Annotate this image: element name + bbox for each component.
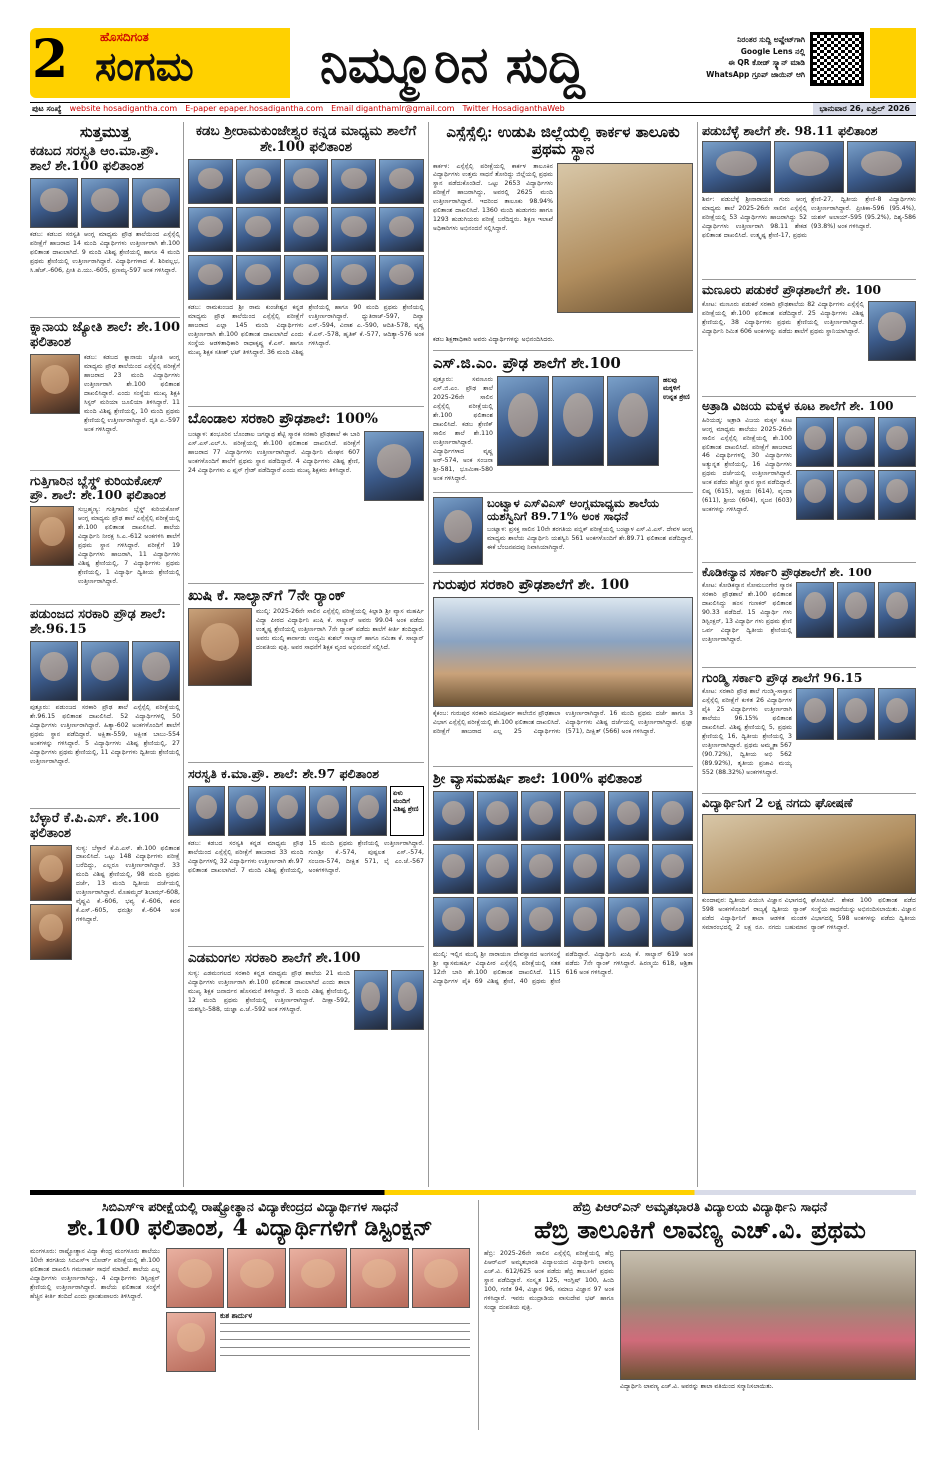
headline: ಬೆಳ್ಳಾರೆ ಕೆ.ಪಿ.ಎಸ್. ಶೇ.100 ಫಲಿತಾಂಶ <box>30 810 160 841</box>
headline: ಬಂಟ್ವಾಳ ಎಸ್‌ವಿಎಸ್ ಆಂಗ್ಲಮಾಧ್ಯಮ ಶಾಲೆಯ ಯಶಸ್ವಿನಿಗೆ 89.71% ಅಂಕ ಸಾಧನೆ <box>487 495 660 524</box>
story-body: ಮುಲ್ಕಿ: ಇಲ್ಲಿನ ಮುಲ್ಕಿ ಶ್ರೀ ನಾರಾಯಣ ದೇವಸ್ಥಾನದ ಅಂಗಸಂಸ್ಥೆ ಶ್ರೀ ವ್ಯಾಸಮಹರ್ಷಿ ವಿದ್ಯಾಪೀಠ ಎಸ್ಸೆಸ್ಸೆಲ್ಸಿ ಪರೀಕ್ಷೆಯಲ್ಲಿ ಸತತ 12ನೇ ಬಾರಿ ಶೇ.100 ಫಲಿತಾಂಶ ದಾಖಲಿಸಿದೆ. 115 ವಿದ್ಯಾರ್ಥಿಗಳ ಪೈಕಿ 69 ವಿಶಿಷ್ಟ ಶ್ರೇಣಿ, 40 ಪ್ರಥಮ ಶ್ರೇಣಿ ಪಡೆದಿದ್ದಾರೆ. ವಿದ್ಯಾರ್ಥಿನಿ ಖುಷಿ ಕೆ. ಸಾಲ್ಯಾನ್ 619 ಅಂಕ ಪಡೆದು 7ನೇ ರ‍್ಯಾಂಕ್ ಗಳಿಸಿದ್ದಾರೆ. ಹಿರಣ್ಮಯಿ 618, ಆಶ್ರಿತಾ 616 ಅಂಕ ಗಳಿಸಿದ್ದಾರೆ. <box>433 951 693 986</box>
student-photo <box>433 844 474 894</box>
student-photo <box>350 1248 408 1308</box>
story-body: ಕಡಬ: ರಾಮಕುಂಜದ ಶ್ರೀ ರಾಮ ಕುಂಜೇಶ್ವರ ಕನ್ನಡ ಮಾಧ್ಯಮ ಪ್ರೌಢ ಶಾಲೆಯಿಂದ ಎಸ್ಸೆಸ್ಸೆಲ್ಸಿ ಪರೀಕ್ಷೆಗೆ ಹಾಜರಾದ ಎಲ್ಲಾ 145 ಮಂದಿ ವಿದ್ಯಾರ್ಥಿಗಳು ಉತ್ತೀರ್ಣರಾಗಿ ಶೇ.100 ಫಲಿತಾಂಶ ದಾಖಲಾಗಿದೆ ಎಂದು ಸಂಸ್ಥೆಯ ಆಡಳಿತಾಧಿಕಾರಿ ರಾಧಾಕೃಷ್ಣ ಕೆ.ಎಸ್. ಹಾಗೂ ಮುಖ್ಯ ಶಿಕ್ಷಕ ಸತೀಶ್ ಭಟ್ ತಿಳಿಸಿದ್ದಾರೆ. 36 ಮಂದಿ ವಿಶಿಷ್ಟ ಶ್ರೇಣಿಯಲ್ಲಿ ಹಾಗೂ 90 ಮಂದಿ ಪ್ರಥಮ ಶ್ರೇಣಿಯಲ್ಲಿ ಉತ್ತೀರ್ಣರಾಗಿದ್ದಾರೆ. ಧ್ಯುತಿರಾಜ್-597, ದಿವ್ಯಾ ಎಸ್.-594, ವಿನಾಶ ಎ.-590, ಆದಿತಿ-578, ವೃಷ್ಣ ಕೆ.ಎಸ್.-578, ಹೃತಿಕ್ ಕೆ.-577, ಆದಿತ್ಯಾ-576 ಅಂಕ ಗಳಿಸಿದ್ದಾರೆ. <box>188 304 424 356</box>
story-cash-award <box>702 793 916 987</box>
story-body: ಪುತ್ತೂರು: ಸವಣೂರು ಎಸ್.ಜಿ.ಎಂ. ಪ್ರೌಢ ಶಾಲೆ 2025-26ನೇ ಸಾಲಿನ ಎಸ್ಸೆಸ್ಸೆಲ್ಸಿ ಪರೀಕ್ಷೆಯಲ್ಲಿ ಶೇ.100 ಫಲಿತಾಂಶ ದಾಖಲಿಸಿದೆ. ಕಡಬ ಶ್ರೇಣಿಕ್ ಸಾಲಿನ ಶಾಲೆ ಶೇ.110 ಉತ್ತೀರ್ಣರಾಗಿದ್ದಾರೆ. ವಿದ್ಯಾರ್ಥಿಗಳಾದ ವೃಷ್ಣ ಅರ್-574, ಅಂಕ ಸಂಜನಾ ಶ್ರೀ-581, ಭೂಮಿಕಾ-580 ಅಂಕ ಗಳಿಸಿದ್ದಾರೆ. <box>433 375 493 482</box>
story-gundmi <box>702 667 916 788</box>
story-khushi <box>188 583 424 756</box>
story-body: ಮಂಗಳೂರು: ರಾಷ್ಟ್ರೋತ್ಥಾನ ವಿದ್ಯಾ ಕೇಂದ್ರ ಮಂಗಳೂರು ಶಾಲೆಯು 10ನೇ ತರಗತಿಯ ಸಿಬಿಎಸ್‌ಇ ಬೋರ್ಡ್ ಪರೀಕ್ಷೆಯಲ್ಲಿ ಶೇ.100 ಫಲಿತಾಂಶ ದಾಖಲಿಸಿ ಗಮನಾರ್ಹ ಸಾಧನೆ ಮಾಡಿದೆ. ಶಾಲೆಯ ಎಲ್ಲ ವಿದ್ಯಾರ್ಥಿಗಳು ಉತ್ತೀರ್ಣರಾಗಿದ್ದು, 4 ವಿದ್ಯಾರ್ಥಿಗಳು ಡಿಸ್ಟಿಂಕ್ಷನ್ ಶ್ರೇಣಿಯಲ್ಲಿ ಉತ್ತೀರ್ಣರಾಗಿದ್ದಾರೆ. ಶಾಲೆಯ ಫಲಿತಾಂಶ ಸಂಸ್ಥೆಗೆ ಹೆಚ್ಚಿನ ಕೀರ್ತಿ ತಂದಿದೆ ಎಂದು ಪ್ರಾಂಶುಪಾಲರು ತಿಳಿಸಿದ್ದಾರೆ. <box>30 1247 160 1300</box>
photo-caption: ಕಡಬ ಶಿಕ್ಷಣಾಧಿಕಾರಿ ಅವರು ವಿದ್ಯಾರ್ಥಿಗಳನ್ನು ಅಭಿನಂದಿಸಿದರು. <box>433 335 555 343</box>
student-photo <box>364 431 424 501</box>
story-gurupura <box>433 572 693 760</box>
promo-line: Google Lens ನಲ್ಲಿ <box>740 46 805 56</box>
headline: ಕ್ನಾನಾಯ ಜ್ಯೋತಿ ಶಾಲೆ: ಶೇ.100 ಫಲಿತಾಂಶ <box>30 320 180 351</box>
qr-code[interactable] <box>810 32 864 86</box>
column-label: ಸುತ್ತಮುತ್ತ <box>79 124 131 141</box>
student-photo <box>652 791 693 841</box>
student-photo <box>796 417 834 467</box>
student-photo <box>166 1312 216 1372</box>
story-bellare <box>30 808 180 965</box>
page-number: 2 <box>32 29 69 90</box>
student-photo <box>796 688 834 740</box>
story-body: ಕಡಬ: ಕಡಬದ ಕ್ನಾನಾಯ ಜ್ಯೋತಿ ಆಂಗ್ಲ ಮಾಧ್ಯಮ ಪ್ರೌಢ ಶಾಲೆಯಿಂದ ಎಸ್ಸೆಸ್ಸೆಲ್ಸಿ ಪರೀಕ್ಷೆಗೆ ಹಾಜರಾದ 23 ಮಂದಿ ವಿದ್ಯಾರ್ಥಿಗಳು ಉತ್ತೀರ್ಣರಾಗಿ ಶೇ.100 ಫಲಿತಾಂಶ ದಾಖಲಿಸಿದ್ದಾರೆ. ಎಂದು ಸಂಸ್ಥೆಯ ಮುಖ್ಯ ಶಿಕ್ಷಕಿ ಸಿಸ್ಟರ್ ಮರಿಯಾ ಜೂಲಿಯಾ ತಿಳಿಸಿದ್ದಾರೆ. 11 ಮಂದಿ ವಿಶಿಷ್ಟ ಶ್ರೇಣಿಯಲ್ಲಿ, 10 ಮಂದಿ ಪ್ರಥಮ ಶ್ರೇಣಿಯಲ್ಲಿ ಉತ್ತೀರ್ಣರಾಗಿದ್ದಾರೆ. ದೃತಿ ಎ.-597 ಅಂಕ ಗಳಿಸಿದ್ದಾರೆ. <box>84 354 180 433</box>
student-photo <box>309 786 346 836</box>
story-body: ಕಡಬ: ಕಡಬದ ಸರಸ್ವತಿ ಆಂಗ್ಲ ಮಾಧ್ಯಮ ಪ್ರೌಢ ಶಾಲೆಯಿಂದ ಎಸ್ಸೆಸ್ಸೆಲ್ಸಿ ಪರೀಕ್ಷೆಗೆ ಹಾಜರಾದ 14 ಮಂದಿ ವಿದ್ಯಾರ್ಥಿಗಳು ಉತ್ತೀರ್ಣರಾಗಿ ಶೇ.100 ಫಲಿತಾಂಶ ದಾಖಲಾಗಿದೆ. 9 ಮಂದಿ ವಿಶಿಷ್ಟ ಶ್ರೇಣಿಯಲ್ಲಿ ಹಾಗೂ 4 ಮಂದಿ ಪ್ರಥಮ ಶ್ರೇಣಿಯಲ್ಲಿ ಉತ್ತೀರ್ಣರಾಗಿದ್ದಾರೆ. ವಿದ್ಯಾರ್ಥಿಗಳಾದ ಕೆ. ಶಿರಿವಲ್ಲಭ, ಸಿ.ಹೆಚ್.-606, ಪ್ರೀತಿ ಪಿ.ಯು.-605, ಪ್ರಣಮ್ಯ-597 ಅಂಕ ಗಳಿಸಿದ್ದಾರೆ. <box>30 231 180 275</box>
student-photo <box>284 207 329 252</box>
student-photo <box>30 845 72 901</box>
headline: ಮಣೂರು ಪಡುಕರೆ ಪ್ರೌಢಶಾಲೆಗೆ ಶೇ. 100 <box>702 282 882 298</box>
section-title: ಸಂಗಮ <box>95 43 194 90</box>
headline: ಪಡುಂಜದ ಸರಕಾರಿ ಪ್ರೌಢ ಶಾಲೆ: ಶೇ.96.15 <box>30 606 166 637</box>
column-4 <box>702 124 916 1186</box>
story-karkala <box>433 124 693 344</box>
headline: ಶೇ.100 ಫಲಿತಾಂಶ, 4 ವಿದ್ಯಾರ್ಥಿಗಳಿಗೆ ಡಿಸ್ಟಿಂಕ್ಷನ್ <box>67 1215 433 1242</box>
student-photo <box>30 641 78 701</box>
headline: ಎಸ್.ಜಿ.ಎಂ. ಪ್ರೌಢ ಶಾಲೆಗೆ ಶೇ.100 <box>433 353 621 372</box>
column-1 <box>30 124 180 1186</box>
story-body: ಕಡಬ: ಕಡಬದ ಸರಸ್ವತಿ ಕನ್ನಡ ಮಾಧ್ಯಮ ಪ್ರೌಢ ಶಾಲೆಯಿಂದ ಎಸ್ಸೆಸ್ಸೆಲ್ಸಿ ಪರೀಕ್ಷೆಗೆ ಹಾಜರಾದ 33 ಮಂದಿ ವಿದ್ಯಾರ್ಥಿಗಳಲ್ಲಿ 32 ವಿದ್ಯಾರ್ಥಿಗಳು ಉತ್ತೀರ್ಣರಾಗಿ ಶೇ.97 ಫಲಿತಾಂಶ ದಾಖಲಾಗಿದೆ. 7 ಮಂದಿ ವಿಶಿಷ್ಟ ಶ್ರೇಣಿಯಲ್ಲಿ, 15 ಮಂದಿ ಪ್ರಥಮ ಶ್ರೇಣಿಯಲ್ಲಿ ಉತ್ತೀರ್ಣರಾಗಿದ್ದಾರೆ. ಗುಣಶ್ರೀ ಕೆ.-574, ಪುಷ್ಪಲತ ಎಸ್.-574, ಸಂಜನಾ-574, ದೀಕ್ಷಿತ 571, ಲೈ ಎಂ.ಜೆ.-567 ಅಂಕಗಳಿಸಿದ್ದಾರೆ. <box>188 839 424 874</box>
story-body: ಕೈಕಂಬ: ಗುರುಪುರ ಸರಕಾರಿ ಪದವಿಪೂರ್ವ ಕಾಲೇಜಿನ ಪ್ರೌಢಶಾಲಾ ವಿಭಾಗ ಎಸ್ಸೆಸ್ಸೆಲ್ಸಿ ಪರೀಕ್ಷೆಯಲ್ಲಿ ಶೇ.100 ಫಲಿತಾಂಶ ದಾಖಲಿಸಿದೆ. ಪರೀಕ್ಷೆಗೆ ಹಾಜರಾದ ಎಲ್ಲ 25 ವಿದ್ಯಾರ್ಥಿಗಳು ಉತ್ತೀರ್ಣರಾಗಿದ್ದಾರೆ. 16 ಮಂದಿ ಪ್ರಥಮ ದರ್ಜೆ ಹಾಗೂ 3 ವಿದ್ಯಾರ್ಥಿಗಳು ವಿಶಿಷ್ಟ ದರ್ಜೆಯಲ್ಲಿ ಉತ್ತೀರ್ಣರಾಗಿದ್ದಾರೆ. ಪ್ರಜ್ಞಾ (571), ದೀಕ್ಷಿತ್ (566) ಅಂಕ ಗಳಿಸಿದ್ದಾರೆ. <box>433 710 693 736</box>
story-edamangala <box>188 946 424 1051</box>
story-body: ಬಂಟ್ವಾಳ: ಶಂಭೂರಿನ ಬೊಂಡಾಲ ಜಗನ್ನಾಥ ಶೆಟ್ಟಿ ಸ್ಮಾರಕ ಸರಕಾರಿ ಪ್ರೌಢಶಾಲೆ ಈ ಬಾರಿ ಎಸ್.ಎಸ್.ಎಲ್.ಸಿ. ಪರೀಕ್ಷೆಯಲ್ಲಿ ಶೇ.100 ಫಲಿತಾಂಶ ದಾಖಲಿಸಿದೆ. ಪರೀಕ್ಷೆಗೆ ಹಾಜರಾದ 77 ವಿದ್ಯಾರ್ಥಿಗಳು ಉತ್ತೀರ್ಣರಾಗಿದ್ದಾರೆ. ವಿದ್ಯಾರ್ಥಿನಿ ಮೇಘನ 607 ಅಂಕಗಳೊಂದಿಗೆ ಶಾಲೆಗೆ ಪ್ರಥಮ ಸ್ಥಾನ ಪಡೆದಿದ್ದಾರೆ. 4 ವಿದ್ಯಾರ್ಥಿಗಳು ವಿಶಿಷ್ಟ ಶ್ರೇಣಿ, 24 ವಿದ್ಯಾರ್ಥಿಗಳು ಎ ಪ್ಲಸ್ ಗ್ರೇಡ್ ಪಡೆದಿದ್ದಾರೆ ಎಂದು ಮುಖ್ಯ ಶಿಕ್ಷಕರು ತಿಳಿಸಿದ್ದಾರೆ. <box>188 431 360 475</box>
student-photo <box>837 688 875 740</box>
twitter-link[interactable]: Twitter HosadiganthaWeb <box>462 104 565 113</box>
promo-line: ಈ QR ಕೋಡ್ ಸ್ಕ್ಯಾನ್ ಮಾಡಿ <box>728 58 805 68</box>
student-photo <box>379 159 424 204</box>
student-photo <box>868 301 916 361</box>
story-body: ಸುಬ್ರಹ್ಮಣ್ಯ: ಗುತ್ತಿಗಾರಿನ ಬ್ಲೆಸ್ಡ್ ಕುರಿಯಕೋಸ್ ಆಂಗ್ಲ ಮಾಧ್ಯಮ ಪ್ರೌಢ ಶಾಲೆ ಎಸ್ಸೆಸ್ಸೆಲ್ಸಿ ಪರೀಕ್ಷೆಯಲ್ಲಿ ಶೇ.100 ಫಲಿತಾಂಶ ದಾಖಲಿಸಿದೆ. ಶಾಲೆಯ ವಿದ್ಯಾರ್ಥಿನಿ ನೀರಕ್ಷ ಸಿ.ಎ.-612 ಅಂಕಗಳಿಸಿ ಶಾಲೆಗೆ ಪ್ರಥಮ ಸ್ಥಾನ ಗಳಿಸಿದ್ದಾರೆ. ಪರೀಕ್ಷೆಗೆ 19 ವಿದ್ಯಾರ್ಥಿಗಳು ಹಾಜರಾಗಿ, 11 ವಿದ್ಯಾರ್ಥಿಗಳು ವಿಶಿಷ್ಟ ಶ್ರೇಣಿಯಲ್ಲಿ, 7 ವಿದ್ಯಾರ್ಥಿಗಳು ಪ್ರಥಮ ಶ್ರೇಣಿಯಲ್ಲಿ, 1 ವಿದ್ಯಾರ್ಥಿ ದ್ವಿತೀಯ ಶ್ರೇಣಿಯಲ್ಲಿ ಉತ್ತೀರ್ಣರಾಗಿದ್ದಾರೆ. <box>78 505 180 585</box>
student-photo <box>236 207 281 252</box>
student-photo <box>497 376 549 466</box>
story-body: ಕೋಟ: ಸರಕಾರಿ ಪ್ರೌಢ ಶಾಲೆ ಗುಂಡ್ಮಿ-ಸಾಸ್ತಾನ ಎಸ್ಸೆಸ್ಸೆಲ್ಸಿ ಪರೀಕ್ಷೆಗೆ ಕುಳಿತ 26 ವಿದ್ಯಾರ್ಥಿಗಳ ಪೈಕಿ 25 ವಿದ್ಯಾರ್ಥಿಗಳು ಉತ್ತೀರ್ಣರಾಗಿ ಶಾಲೆಯು 96.15% ಫಲಿತಾಂಶ ದಾಖಲಿಸಿದೆ. ವಿಶಿಷ್ಟ ಶ್ರೇಣಿಯಲ್ಲಿ 5, ಪ್ರಥಮ ಶ್ರೇಣಿಯಲ್ಲಿ 16, ದ್ವಿತೀಯ ಶ್ರೇಣಿಯಲ್ಲಿ 3 ಉತ್ತೀರ್ಣರಾಗಿದ್ದಾರೆ. ಪ್ರಥಮ ಅಮ್ಮೃತಾ 567 (90.72%), ದ್ವಿತೀಯ ಅಭಿ 562 (89.92%), ತೃತೀಯ ಪ್ರಜಾವಿ ಮಯ್ಯ 552 (88.32%) ಅಂಕಗಳಿಸಿದ್ದಾರೆ. <box>702 688 792 776</box>
student-photo <box>284 159 329 204</box>
headline: ಹೆಬ್ರಿ ತಾಲೂಕಿಗೆ ಲಾವಣ್ಯ ಎಚ್.ವಿ. ಪ್ರಥಮ <box>534 1215 866 1245</box>
student-photo <box>331 207 376 252</box>
student-photo <box>608 897 649 947</box>
student-photo <box>564 897 605 947</box>
story-body: ಸುಳ್ಯ: ಎಡಮಂಗಲದ ಸರಕಾರಿ ಕನ್ನಡ ಮಾಧ್ಯಮ ಪ್ರೌಢ ಶಾಲೆಯ 21 ಮಂದಿ ವಿದ್ಯಾರ್ಥಿಗಳು ಉತ್ತೀರ್ಣರಾಗಿ ಶೇ.100 ಫಲಿತಾಂಶ ದಾಖಲಾಗಿದೆ ಎಂದು ಶಾಲಾ ಮುಖ್ಯ ಶಿಕ್ಷಕ ಜನಾರ್ದನ ಹೊಸಮನೆ ತಿಳಿಸಿದ್ದಾರೆ. 3 ಮಂದಿ ವಿಶಿಷ್ಟ ಶ್ರೇಣಿಯಲ್ಲಿ, 12 ಮಂದಿ ಪ್ರಥಮ ಶ್ರೇಣಿಯಲ್ಲಿ ಉತ್ತೀರ್ಣರಾಗಿದ್ದಾರೆ. ದೀಕ್ಷಾ-592, ಯಶಸ್ವಿನಿ-588, ಯಜ್ಞಾ ಎ.ಜೆ.-592 ಅಂಕ ಗಳಿಸಿದ್ದಾರೆ. <box>188 970 350 1014</box>
story-body: ಮುಲ್ಕಿ: 2025-26ನೇ ಸಾಲಿನ ಎಸ್ಸೆಸ್ಸೆಲ್ಸಿ ಪರೀಕ್ಷೆಯಲ್ಲಿ ಕಿಲ್ಪಾಡಿ ಶ್ರೀ ವ್ಯಾಸ ಮಹರ್ಷಿ ವಿದ್ಯಾ ಪೀಠದ ವಿದ್ಯಾರ್ಥಿನಿ ಖುಷಿ ಕೆ. ಸಾಲ್ಯಾನ್ ಅವರು 99.04 ಅಂಕ ಪಡೆದು ಉತ್ಕೃಷ್ಟ ಶ್ರೇಣಿಯಲ್ಲಿ ಉತ್ತೀರ್ಣರಾಗಿ 7ನೇ ರ‍್ಯಾಂಕ್ ಪಡೆದು ಶಾಲೆಗೆ ಕೀರ್ತಿ ತಂದಿದ್ದಾರೆ. ಅವರು ಮುಲ್ಕಿ ಕಾರ್ನಾಡು ಉದ್ಯಮಿ ಕುಶಲ್ ಸಾಲ್ಯಾನ್ ಹಾಗೂ ನಮಿತಾ ಕೆ. ಸಾಲ್ಯಾನ್ ದಂಪತಿಯ ಪುತ್ರಿ. ಅವರ ಸಾಧನೆಗೆ ಶಿಕ್ಷಕ ವೃಂದ ಅಭಿನಂದನೆ ಸಲ್ಲಿಸಿದೆ. <box>256 608 424 652</box>
student-photo <box>837 470 875 520</box>
story-ramakunja <box>188 124 424 400</box>
student-photo <box>412 1248 470 1308</box>
student-photo <box>521 844 562 894</box>
epaper-link[interactable]: E-paper epaper.hosadigantha.com <box>185 104 324 113</box>
story-sgm <box>433 350 693 486</box>
page-title: ನಿಮ್ಮೂರಿನ ಸುದ್ದಿ <box>320 35 585 94</box>
headline: ಗುತ್ತಿಗಾರಿನ ಬ್ಲೆಸ್ಡ್ ಕುರಿಯಕೋಸ್ ಪ್ರೌ. ಶಾಲೆ: ಶೇ.100 ಫಲಿತಾಂಶ <box>30 473 166 503</box>
student-photo <box>132 641 180 701</box>
student-photo <box>652 897 693 947</box>
student-photo <box>132 178 180 228</box>
date-label: ಭಾನುವಾರ 26, ಏಪ್ರಿಲ್ 2026 <box>813 103 916 115</box>
side-note: ಹಲವು ಮಕ್ಕಳಿಗೆ ಉನ್ನತ ಶ್ರೇಣಿ <box>663 375 690 401</box>
student-photo <box>521 897 562 947</box>
headline: ಗುರುಪುರ ಸರಕಾರಿ ಪ್ರೌಢಶಾಲೆಗೆ ಶೇ. 100 <box>433 577 630 594</box>
story-body-cont <box>220 1323 470 1363</box>
student-photo <box>878 582 916 638</box>
student-photo <box>391 970 425 1030</box>
student-photo <box>188 207 233 252</box>
story-manur <box>702 279 916 390</box>
story-knanaya <box>30 317 180 464</box>
headline: ಕೊಡಿಕನ್ಯಾನ ಸರ್ಕಾರಿ ಪ್ರೌಢಶಾಲೆಗೆ ಶೇ. 100 <box>702 564 872 579</box>
student-photo <box>331 255 376 300</box>
student-photo <box>354 970 388 1030</box>
student-photo <box>433 497 483 565</box>
student-photo <box>284 255 329 300</box>
column-2 <box>188 124 424 1186</box>
student-photo <box>188 786 225 836</box>
student-photo <box>350 786 387 836</box>
headline: ಶ್ರೀ ವ್ಯಾಸಮಹರ್ಷಿ ಶಾಲೆ: 100% ಫಲಿತಾಂಶ <box>433 771 642 788</box>
student-photo <box>188 159 233 204</box>
promo-line: ನಿರಂತರ ಸುದ್ದಿ ಅಪ್ಡೇಟ್‌ಗಾಗಿ <box>737 35 805 44</box>
photo-caption: ವಿದ್ಯಾರ್ಥಿನಿ ಲಾವಣ್ಯ ಎಚ್.ವಿ. ಅವರನ್ನು ಶಾಲಾ ವತಿಯಿಂದ ಸನ್ಮಾನಿಸಲಾಯಿತು. <box>620 1382 774 1390</box>
headline: ಬೊಂಡಾಲ ಸರಕಾರಿ ಪ್ರೌಢಶಾಲೆ: 100% <box>188 411 378 428</box>
student-photo <box>564 844 605 894</box>
student-photo <box>269 786 306 836</box>
column-3 <box>433 124 693 1186</box>
student-photo <box>847 141 916 193</box>
story-body: ಕೋಟ: ಕೋಡಿಕನ್ಯಾನ ಸೋಮಬಂಗೇರ ಸ್ಮಾರಕ ಸರಕಾರಿ ಪ್ರೌಢಶಾಲೆ ಶೇ.100 ಫಲಿತಾಂಶ ದಾಖಲಿಸಿದ್ದು ಹಂಸ ಗುಣಕರ್ ಫಲಿತಾಂಶ 90.33 ಪಡೆದಿದೆ. 15 ವಿದ್ಯಾರ್ಥಿ ಗಳು ಡಿಸ್ಟಿಂಕ್ಷನ್, 13 ವಿದ್ಯಾರ್ಥಿ ಗಳು ಪ್ರಥಮ ಶ್ರೇಣಿ ಒರ್ವ ವಿದ್ಯಾರ್ಥಿ ದ್ವಿತೀಯ ಶ್ರೇಣಿಯಲ್ಲಿ ಉತ್ತೀರ್ಣರಾಗಿದ್ದಾರೆ. <box>702 581 792 643</box>
student-photo <box>30 904 72 960</box>
headline: ಎಸ್ಸೆಸ್ಸೆಲ್ಸಿ: ಉಡುಪಿ ಜಿಲ್ಲೆಯಲ್ಲಿ ಕಾರ್ಕಳ ತಾಲೂಕು ಪ್ರಥಮ ಸ್ಥಾನ <box>446 124 680 159</box>
student-photo <box>652 844 693 894</box>
student-photo <box>702 141 771 193</box>
student-photo <box>477 791 518 841</box>
student-photo <box>837 582 875 638</box>
headline: ವಿದ್ಯಾರ್ಥಿನಿಗೆ 2 ಲಕ್ಷ ನಗದು ಘೋಷಣೆ <box>702 796 853 811</box>
student-photo <box>796 582 834 638</box>
headline: ಪಡುಬೆಳ್ಳೆ ಶಾಲೆಗೆ ಶೇ. 98.11 ಫಲಿತಾಂಶ <box>702 124 878 138</box>
student-photo <box>607 376 659 466</box>
highlight-box: ಏಳು ಮಂದಿಗೆ ವಿಶಿಷ್ಟ ಶ್ರೇಣಿ <box>390 786 424 836</box>
student-name: ಕುಶ ಶಾರ್ದುಳ <box>220 1311 253 1320</box>
student-photo <box>477 844 518 894</box>
story-padunja <box>30 604 180 802</box>
student-photo <box>878 688 916 740</box>
student-photo <box>608 791 649 841</box>
student-photo <box>228 786 265 836</box>
story-kodikanyana <box>702 562 916 662</box>
brand-logo: ಹೊಸದಿಗಂತ <box>100 30 149 44</box>
section-divider <box>30 1190 916 1195</box>
student-photo <box>81 178 129 228</box>
email-link[interactable]: Email diganthamlr@gmail.com <box>331 104 455 113</box>
student-photo <box>30 506 74 566</box>
student-photo <box>878 417 916 467</box>
student-photo <box>236 159 281 204</box>
ceremony-photo <box>620 1250 916 1380</box>
info-bar <box>30 102 916 116</box>
ceremony-photo <box>557 163 693 313</box>
story-vyasamaharshi <box>433 766 693 1031</box>
promo-line: WhatsApp ಗ್ರೂಪ್ ಜಾಯಿನ್ ಆಗಿ <box>706 69 805 79</box>
student-photo <box>81 641 129 701</box>
headline: ಖುಷಿ ಕೆ. ಸಾಲ್ಯಾನ್‌ಗೆ 7ನೇ ರ‍್ಯಾಂಕ್ <box>188 588 346 605</box>
student-photo <box>188 608 252 686</box>
story-padubelle <box>702 124 916 274</box>
story-body: ಕೋಟ: ಮಣೂರು ಪಡುಕರೆ ಸರಕಾರಿ ಪ್ರೌಢಶಾಲೆಯ 82 ವಿದ್ಯಾರ್ಥಿಗಳು ಎಸ್ಸೆಸ್ಸೆಲ್ಸಿ ಪರೀಕ್ಷೆಯಲ್ಲಿ ಶೇ.100 ಫಲಿತಾಂಶ ಪಡೆದಿದ್ದಾರೆ. 25 ವಿದ್ಯಾರ್ಥಿಗಳು ವಿಶಿಷ್ಟ ಶ್ರೇಣಿಯಲ್ಲಿ, 38 ವಿದ್ಯಾರ್ಥಿಗಳು ಪ್ರಥಮ ಶ್ರೇಣಿಯಲ್ಲಿ ಉತ್ತೀರ್ಣರಾಗಿದ್ದಾರೆ. ವಿದ್ಯಾರ್ಥಿನಿ ರಿಮಿತ 606 ಅಂಕಗಳನ್ನು ಪಡೆದು ಶಾಲೆಗೆ ಪ್ರಥಮ ಸ್ಥಾನಿಯಾಗಿದ್ದಾರೆ. <box>702 300 864 335</box>
student-photo <box>608 844 649 894</box>
promo-box <box>695 34 805 81</box>
story-rashtrotthana <box>30 1200 470 1430</box>
story-hebri <box>484 1200 916 1430</box>
story-body: ಹೆಬ್ರಿ: 2025-26ನೇ ಸಾಲಿನ ಎಸ್ಸೆಸ್ಸೆಲ್ಸಿ ಪರೀಕ್ಷೆಯಲ್ಲಿ ಹೆಬ್ರಿ ಪಿಆರ್‌ಎನ್ ಅಮೃತಭಾರತಿ ವಿದ್ಯಾಲಯದ ವಿದ್ಯಾರ್ಥಿನಿ ಲಾವಣ್ಯ ಎಚ್.ವಿ. 612/625 ಅಂಕ ಪಡೆದು ಹೆಬ್ರಿ ತಾಲೂಕಿಗೆ ಪ್ರಥಮ ಸ್ಥಾನ ಪಡೆದಿದ್ದಾರೆ. ಸಂಸ್ಕೃತ 125, ಇಂಗ್ಲಿಷ್ 100, ಹಿಂದಿ 100, ಗಣಿತ 94, ವಿಜ್ಞಾನ 96, ಸಮಾಜ ವಿಜ್ಞಾನ 97 ಅಂಕ ಗಳಿಸಿದ್ದಾರೆ. ಇವರು ಮುದ್ರಾಡಿಯ ವಾಸುದೇವ ಭಟ್ ಹಾಗೂ ಸಂಧ್ಯಾ ದಂಪತಿಯ ಪುತ್ರಿ. <box>484 1249 614 1311</box>
story-saraswati-97 <box>188 762 424 939</box>
headline: ಕಡಬ ಶ್ರೀರಾಮಕುಂಜೇಶ್ವರ ಕನ್ನಡ ಮಾಧ್ಯಮ ಶಾಲೆಗೆ ಶೇ.100 ಫಲಿತಾಂಶ <box>195 124 417 155</box>
story-body: ಸುಳ್ಯ: ಬೆಳ್ಳಾರೆ ಕೆ.ಪಿ.ಎಸ್. ಶೇ.100 ಫಲಿತಾಂಶ ದಾಖಲಿಸಿದೆ. ಒಟ್ಟು 148 ವಿದ್ಯಾರ್ಥಿಗಳು ಪರೀಕ್ಷೆ ಬರೆದಿದ್ದು, ಎಲ್ಲರೂ ಉತ್ತೀರ್ಣರಾಗಿದ್ದಾರೆ. 33 ಮಂದಿ ವಿಶಿಷ್ಟ ಶ್ರೇಣಿಯಲ್ಲಿ, 98 ಮಂದಿ ಪ್ರಥಮ ದರ್ಜೆ, 13 ಮಂದಿ ದ್ವಿತೀಯ ದರ್ಜೆಯಲ್ಲಿ ಉತ್ತೀರ್ಣರಾಗಿದ್ದಾರೆ. ಮೊಹಮ್ಮದ್ ಶಿಬಾಝ್-608, ವೈಷ್ಣವಿ ಕೆ.-606, ಭವ್ಯ ಕೆ.-606, ಕವನ ಕೆ.ಎಸ್.-605, ಧನುಶ್ರೀ ಕೆ.-604 ಅಂಕ ಗಳಿಸಿದ್ದಾರೆ. <box>76 844 180 924</box>
story-body: ಬಂಟ್ವಾಳ: ಪ್ರಸಕ್ತ ಸಾಲಿನ 10ನೇ ತರಗತಿಯ ಪಬ್ಲಿಕ್ ಪರೀಕ್ಷೆಯಲ್ಲಿ ಬಂಟ್ವಾಳ ಎಸ್.ವಿ.ಎಸ್. ದೇವಳ ಆಂಗ್ಲ ಮಾಧ್ಯಮ ಶಾಲೆಯ ವಿದ್ಯಾರ್ಥಿನಿ ಯಶಸ್ವಿನಿ 561 ಅಂಕಗಳೊಂದಿಗೆ ಶೇ.89.71 ಫಲಿತಾಂಶ ಪಡೆದಿದ್ದಾರೆ. ಈಕೆ ಬೆಂಜನಪದವು ನಿವಾಸಿಯಾಗಿದ್ದಾರೆ. <box>487 526 693 552</box>
student-photo <box>552 376 604 466</box>
story-body: ಶಿರ್ವ: ಪಡುಬೆಳ್ಳೆ ಶ್ರೀನಾರಾಯಣ ಗುರು ಆಂಗ್ಲ ಮಾಧ್ಯಮ ಶಾಲೆ 2025-26ನೇ ಸಾಲಿನ ಎಸ್ಸೆಸ್ಸೆಲ್ಸಿ ಪರೀಕ್ಷೆಯಲ್ಲಿ 53 ವಿದ್ಯಾರ್ಥಿಗಳು ಹಾಜರಾಗಿದ್ದು 52 ವಿದ್ಯಾರ್ಥಿಗಳು ಉತ್ತೀರ್ಣರಾಗಿ 98.11 ಶೇಕಡ ಫಲಿತಾಂಶ ದಾಖಲಿಸಿದೆ. ಉತ್ಕೃಷ್ಟ ಶ್ರೇಣಿ-17, ಪ್ರಥಮ ಶ್ರೇಣಿ-27, ದ್ವಿತೀಯ ಶ್ರೇಣಿ-8 ವಿದ್ಯಾರ್ಥಿಗಳು ಉತ್ತೀರ್ಣರಾಗಿದ್ದಾರೆ. ಪ್ರೀತಿಕಾ-596 (95.4%), ಯಶಸ್ ಅಲಾಯ್-595 (95.2%), ದಿಶ್ಯ-586 (93.8%) ಅಂಕ ಗಳಿಸಿದ್ದಾರೆ. <box>702 196 916 240</box>
student-photo <box>564 791 605 841</box>
story-atradi <box>702 396 916 557</box>
story-svs <box>433 492 693 566</box>
student-photo <box>30 178 78 228</box>
pages-label: ಪುಟ ಸಂಖ್ಯೆ <box>32 104 62 113</box>
student-photo <box>188 255 233 300</box>
story-guttigar <box>30 470 180 598</box>
ceremony-photo <box>702 814 916 894</box>
student-photo <box>331 159 376 204</box>
student-photo <box>227 1248 285 1308</box>
student-photo <box>796 470 834 520</box>
story-body: ಕುಂದಾಪುರ: ದ್ವಿತೀಯ ಪಿಯುಸಿ ವಿಜ್ಞಾನ ವಿಭಾಗದಲ್ಲಿ 598 ಅಂಕಗಳೊಂದಿಗೆ ರಾಜ್ಯಕ್ಕೆ ದ್ವಿತೀಯ ರ‍್ಯಾಂಕ್ ಪಡೆದ ವಿದ್ಯಾರ್ಥಿನಿಗೆ ಶಾಲಾ ಆಡಳಿತ ಮಂಡಳಿ ಸಮಾರಂಭದಲ್ಲಿ 2 ಲಕ್ಷ ರೂ. ನಗದು ಬಹುಮಾನ ಘೋಷಿಸಿದೆ. ಶೇಕಡ 100 ಫಲಿತಾಂಶ ಪಡೆದ ಸಂಸ್ಥೆಯ ಸಾಧನೆಯನ್ನು ಅಭಿನಂದಿಸಲಾಯಿತು. ವಿಜ್ಞಾನ ವಿಭಾಗದಲ್ಲಿ 598 ಅಂಕಗಳನ್ನು ಪಡೆದು ದ್ವಿತೀಯ ರ‍್ಯಾಂಕ್ ಗಳಿಸಿದ್ದಾರೆ. <box>702 896 916 931</box>
story-body: ಪುತ್ತೂರು: ಪಡುಂಜದ ಸರಕಾರಿ ಪ್ರೌಢ ಶಾಲೆ ಎಸ್ಸೆಸ್ಸೆಲ್ಸಿ ಪರೀಕ್ಷೆಯಲ್ಲಿ ಶೇ.96.15 ಫಲಿತಾಂಶ ದಾಖಲಿಸಿದೆ. 52 ವಿದ್ಯಾರ್ಥಿಗಳಲ್ಲಿ 50 ವಿದ್ಯಾರ್ಥಿಗಳು ಉತ್ತೀರ್ಣರಾಗಿದ್ದಾರೆ. ಹಿತ್ಯಾ-602 ಅಂಕಗಳೊಂದಿಗೆ ಶಾಲೆಗೆ ಪ್ರಥಮ ಸ್ಥಾನ ಪಡೆದಿದ್ದಾರೆ. ಅಕ್ಷಿತಾ-559, ಅಕ್ಷೀತ ಬಾಬು-554 ಅಂಕಗಳನ್ನು ಗಳಿಸಿದ್ದಾರೆ. 5 ವಿದ್ಯಾರ್ಥಿಗಳು ವಿಶಿಷ್ಟ ಶ್ರೇಣಿಯಲ್ಲಿ, 27 ವಿದ್ಯಾರ್ಥಿಗಳು ಪ್ರಥಮ ಶ್ರೇಣಿಯಲ್ಲಿ, 11 ವಿದ್ಯಾರ್ಥಿಗಳು ದ್ವಿತೀಯ ಶ್ರೇಣಿಯಲ್ಲಿ ಉತ್ತೀರ್ಣರಾಗಿದ್ದಾರೆ. <box>30 703 180 765</box>
story-bondala <box>188 406 424 577</box>
student-photo <box>521 791 562 841</box>
student-photo <box>379 255 424 300</box>
story-body: ಕಾರ್ಕಳ: ಎಸ್ಸೆಸ್ಸೆಲ್ಸಿ ಪರೀಕ್ಷೆಯಲ್ಲಿ ಕಾರ್ಕಳ ತಾಲೂಕಿನ ವಿದ್ಯಾರ್ಥಿಗಳು ಉತ್ತಮ ಸಾಧನೆ ತೋರಿದ್ದು ಜಿಲ್ಲೆಯಲ್ಲಿ ಪ್ರಥಮ ಸ್ಥಾನ ಪಡೆದುಕೊಂಡಿದೆ. ಒಟ್ಟು 2653 ವಿದ್ಯಾರ್ಥಿಗಳು ಪರೀಕ್ಷೆಗೆ ಹಾಜರಾಗಿದ್ದು, ಅವರಲ್ಲಿ 2625 ಮಂದಿ ಉತ್ತೀರ್ಣರಾಗಿದ್ದಾರೆ. ಇದರಿಂದ ತಾಲೂಕು 98.94% ಫಲಿತಾಂಶ ದಾಖಲಿಸಿದೆ. 1360 ಮಂದಿ ಹುಡುಗರು ಹಾಗೂ 1293 ಹುಡುಗಿಯರು ಪರೀಕ್ಷೆ ಬರೆದಿದ್ದರು. ಶಿಕ್ಷಣ ಇಲಾಖೆ ಅಧಿಕಾರಿಗಳು ಅಭಿನಂದನೆ ಸಲ್ಲಿಸಿದ್ದಾರೆ. <box>433 162 553 233</box>
headline: ಎಡಮಂಗಲ ಸರಕಾರಿ ಶಾಲೆಗೆ ಶೇ.100 <box>188 949 361 966</box>
masthead-accent <box>870 28 916 98</box>
student-photo <box>878 470 916 520</box>
story-kadaba-saraswati <box>30 145 180 311</box>
student-photo <box>774 141 843 193</box>
kicker: ಹೆಬ್ರಿ ಪಿಆರ್‌ಎನ್ ಅಮೃತಭಾರತಿ ವಿದ್ಯಾಲಯ ವಿದ್ಯಾರ್ಥಿನಿ ಸಾಧನೆ <box>572 1200 828 1214</box>
student-photo <box>236 255 281 300</box>
website-link[interactable]: website hosadigantha.com <box>69 104 178 113</box>
student-photo <box>433 791 474 841</box>
headline: ಅತ್ರಾಡಿ ವಿಜಯ ಮಕ್ಕಳ ಕೂಟ ಶಾಲೆಗೆ ಶೇ. 100 <box>702 398 894 413</box>
headline: ಸರಸ್ವತಿ ಕ.ಮಾ.ಪ್ರೌ. ಶಾಲೆ: ಶೇ.97 ಫಲಿತಾಂಶ <box>188 766 379 782</box>
headline: ಗುಂಡ್ಮಿ ಸರ್ಕಾರಿ ಪ್ರೌಢ ಶಾಲೆಗೆ 96.15 <box>702 669 863 685</box>
student-photo <box>477 897 518 947</box>
student-photo <box>837 417 875 467</box>
student-photo <box>379 207 424 252</box>
kicker: ಸಿಬಿಎಸ್‌ಇ ಪರೀಕ್ಷೆಯಲ್ಲಿ ರಾಷ್ಟ್ರೋತ್ಥಾನ ವಿದ್ಯಾಕೇಂದ್ರದ ವಿದ್ಯಾರ್ಥಿಗಳ ಸಾಧನೆ <box>101 1200 399 1214</box>
story-body: ಹಿರಿಯಡ್ಕ: ಅತ್ರಾಡಿ ವಿಜಯ ಮಕ್ಕಳ ಕೂಟ ಆಂಗ್ಲ ಮಾಧ್ಯಮ ಶಾಲೆಯು 2025-26ನೇ ಸಾಲಿನ ಎಸ್ಸೆಸ್ಸೆಲ್ಸಿ ಪರೀಕ್ಷೆಯಲ್ಲಿ ಶೇ.100 ಫಲಿತಾಂಶ ದಾಖಲಿಸಿದೆ. ಪರೀಕ್ಷೆಗೆ ಹಾಜರಾದ 46 ವಿದ್ಯಾರ್ಥಿಗಳಲ್ಲಿ 30 ವಿದ್ಯಾರ್ಥಿಗಳು ಅತ್ಯುನ್ನತ ಶ್ರೇಣಿಯಲ್ಲಿ, 16 ವಿದ್ಯಾರ್ಥಿಗಳು ಪ್ರಥಮ ದರ್ಜೆಯಲ್ಲಿ ಉತ್ತೀರ್ಣರಾಗಿದ್ದಾರೆ. ಅಂಕ ಪಡೆದು ಹೆಚ್ಚಿನ ಸ್ಥಾನ ಸ್ಥಾನ ಪಡೆದಿದ್ದಾರೆ. ಲಿಷ್ಕ (615), ಅಕ್ಷಯ (614), ವೃಂದಾ (611), ಶ್ರೀಯ (604), ಸೃಜನ (603) ಅಂಕಗಳನ್ನು ಗಳಿಸಿದ್ದಾರೆ. <box>702 416 792 514</box>
group-photo <box>433 597 693 707</box>
headline: ಕಡಬದ ಸರಸ್ವತಿ ಆಂ.ಮಾ.ಪ್ರೌ. ಶಾಲೆ ಶೇ.100 ಫಲಿತಾಂಶ <box>30 144 159 175</box>
student-photo <box>166 1248 224 1308</box>
student-photo <box>433 897 474 947</box>
student-photo <box>289 1248 347 1308</box>
student-photo <box>30 354 80 414</box>
